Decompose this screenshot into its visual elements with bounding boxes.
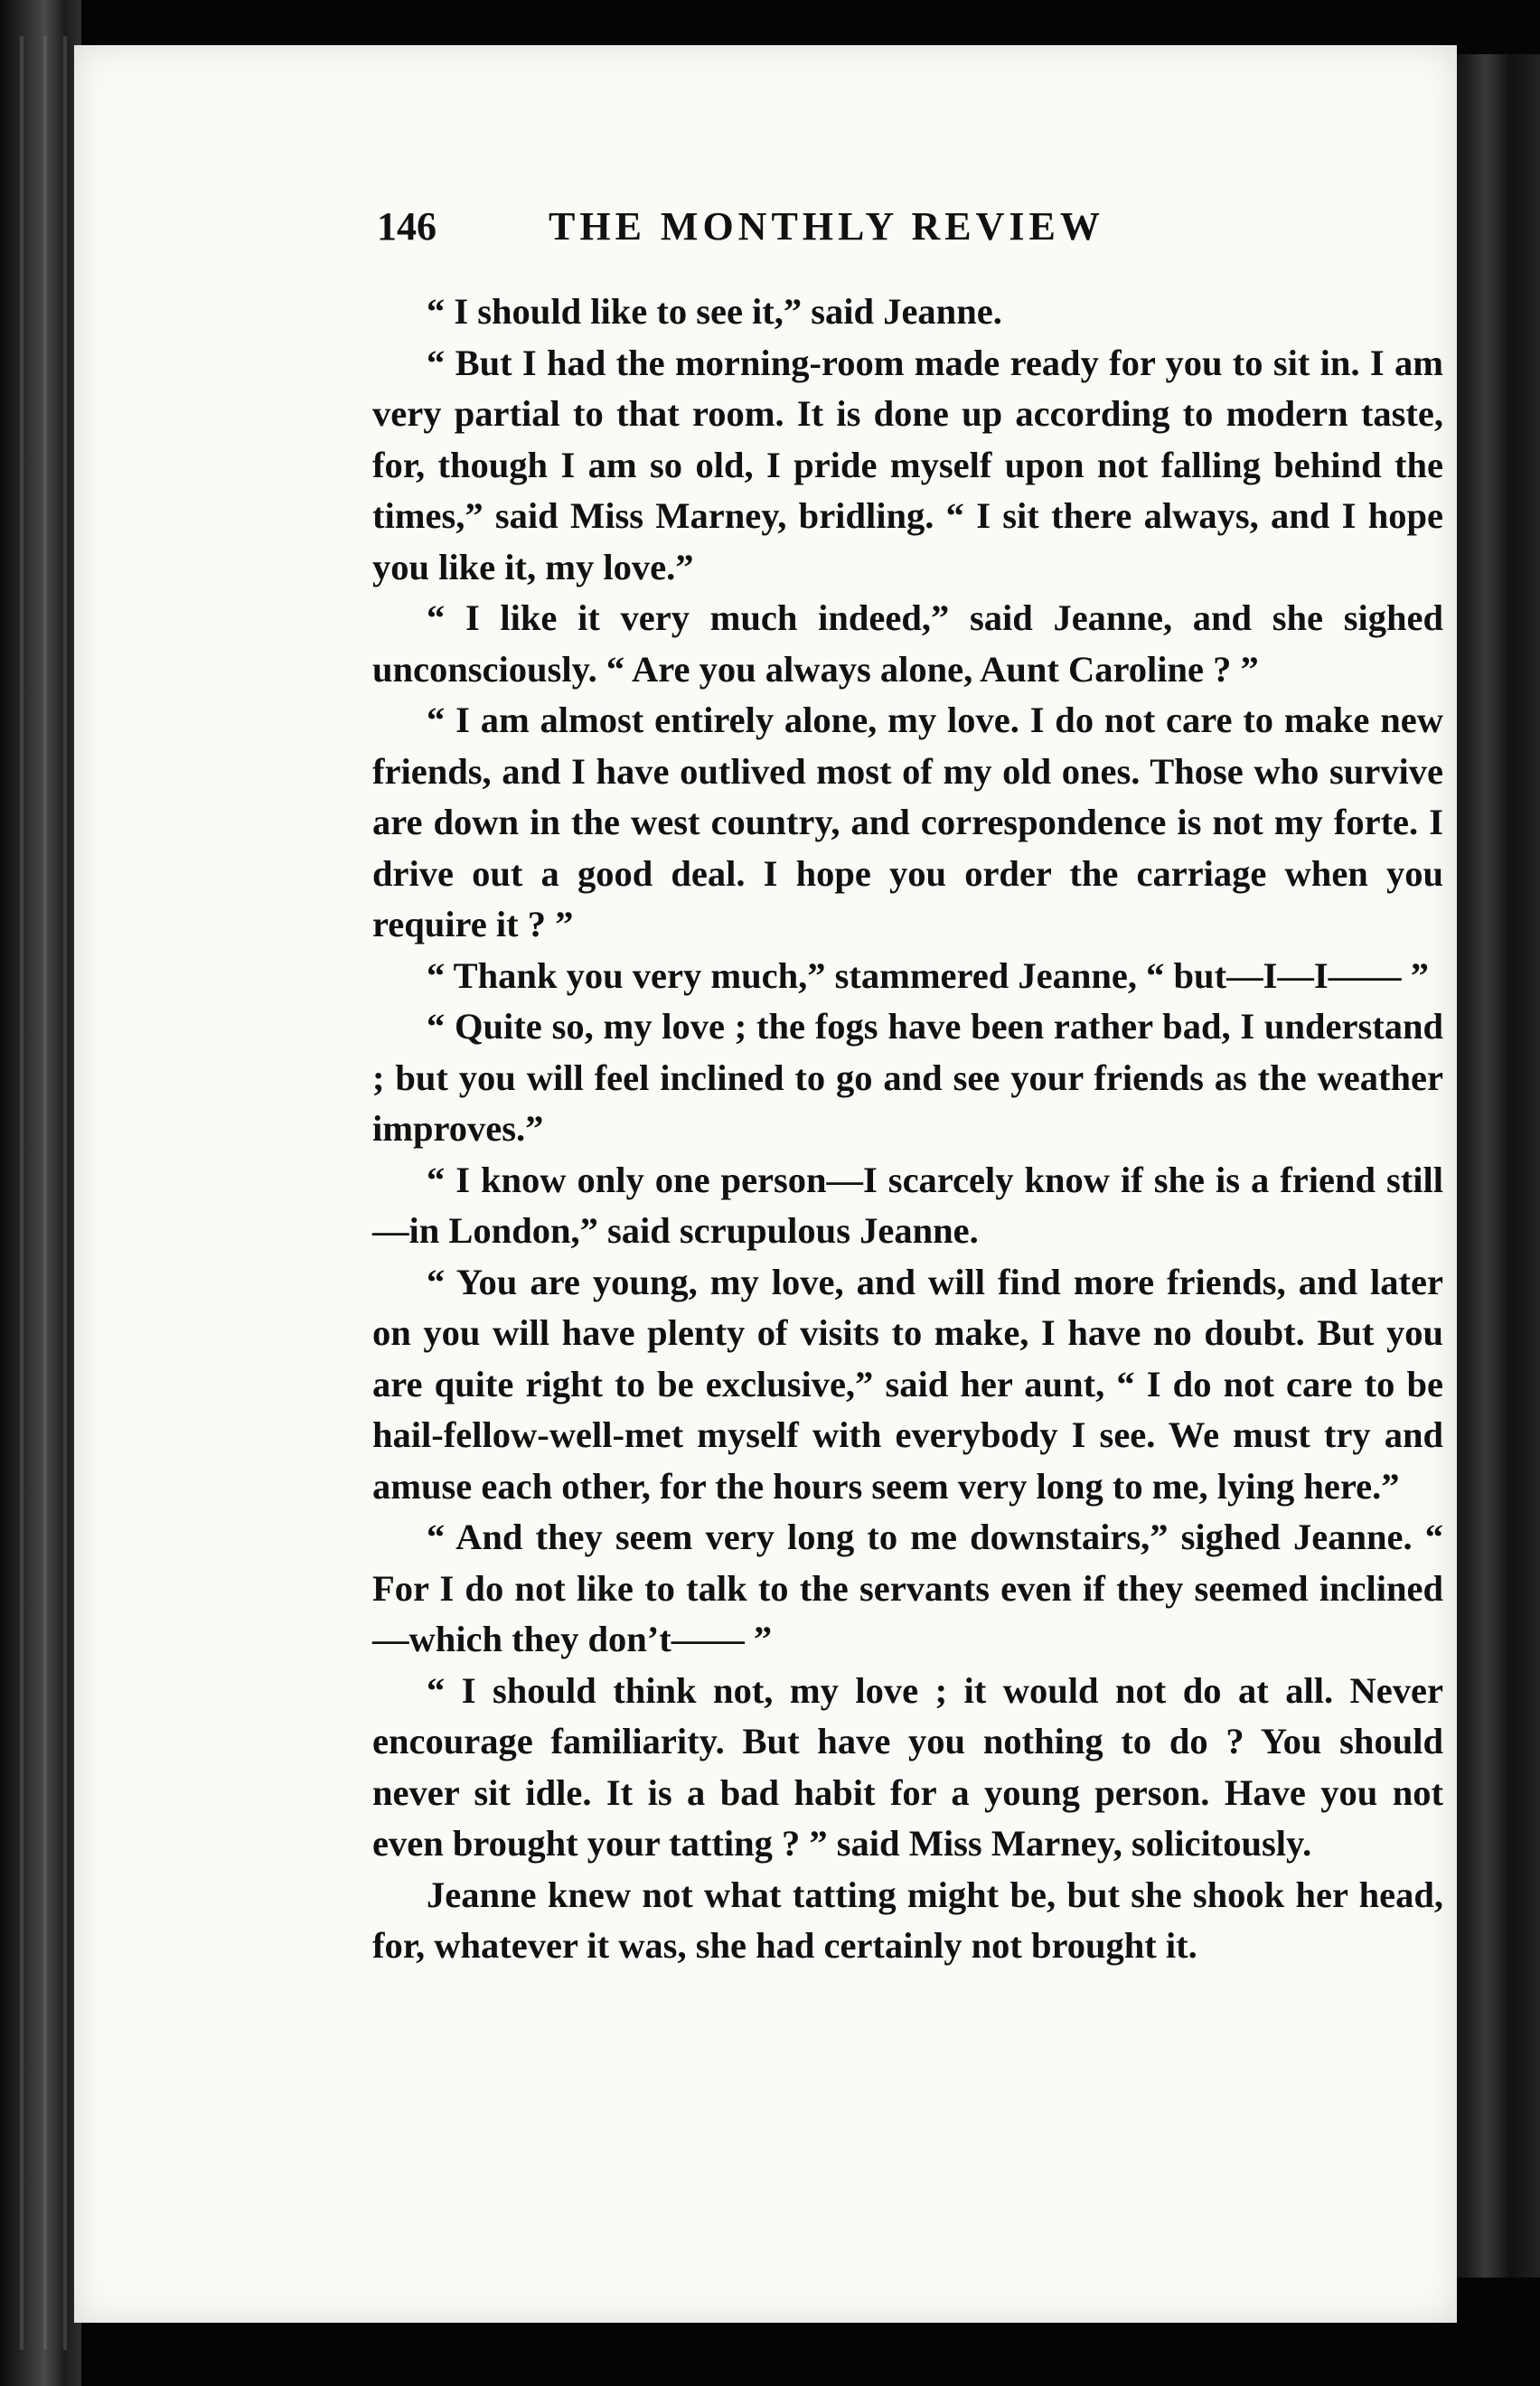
paragraph: Jeanne knew not what tatting might be, but she shook her head, for, whatever it was, she had certainly not brought it. (372, 1874, 1443, 1966)
paragraph: “ I am almost entirely alone, my love. I do not care to make new friends, and I have outlived most of my old ones. Those who survive are down in the west country, and correspondence is not my forte. I drive out a good deal. I hope you order the carriage when you require it ? ” (372, 700, 1443, 944)
spine-stripe (63, 36, 67, 2350)
paragraph: “ And they seem very long to me downstairs,” sighed Jeanne. “ For I do not like to talk to the servants even if they seemed inclined—which they don’t—— ” (372, 1517, 1443, 1659)
paragraph: “ Quite so, my love ; the fogs have been rather bad, I understand ; but you will feel inclined to go and see your friends as the weather improves.” (372, 1006, 1443, 1149)
paragraph: “ But I had the morning-room made ready for you to sit in. I am very partial to that room. It is done up according to modern taste, for, though I am so old, I pride myself upon not falling behind the times,” said Miss Marney, bridling. “ I sit there always, and I hope you like it, my love.” (372, 342, 1443, 587)
paragraph: “ I know only one person—I scarcely know if she is a friend still—in London,” said scrupulous Jeanne. (372, 1159, 1443, 1251)
paragraph: “ I like it very much indeed,” said Jeanne, and she sighed unconsciously. “ Are you always alone, Aunt Caroline ? ” (372, 597, 1443, 690)
book-page (74, 45, 1457, 2323)
spine-stripe (43, 36, 47, 2350)
paragraph: “ I should like to see it,” said Jeanne. (427, 291, 1002, 332)
page-text-block (291, 203, 1457, 1972)
paragraph: “ Thank you very much,” stammered Jeanne, “ but—I—I—— ” (427, 954, 1429, 996)
spine-stripe (20, 36, 23, 2350)
paragraph: “ You are young, my love, and will find more friends, and later on you will have plenty of visits to make, I have no doubt. But you are quite right to be exclusive,” said her aunt, “ I do not care to be hail-fellow-well-met myself with everybody I see. We must try and amuse each other, for the hours seem very long to me, lying here.” (372, 1261, 1443, 1507)
paragraph: “ I should think not, my love ; it would not do at all. Never encourage familiarity. But have you nothing to do ? You should never sit idle. It is a bad habit for a young person. Have you not even brought your tatting ? ” said Miss Marney, solicitously. (372, 1669, 1443, 1864)
journal-title: THE MONTHLY REVIEW (549, 204, 1104, 249)
running-head (377, 203, 1525, 287)
book-spine-left (0, 0, 81, 2386)
page-number: 146 (377, 204, 437, 249)
